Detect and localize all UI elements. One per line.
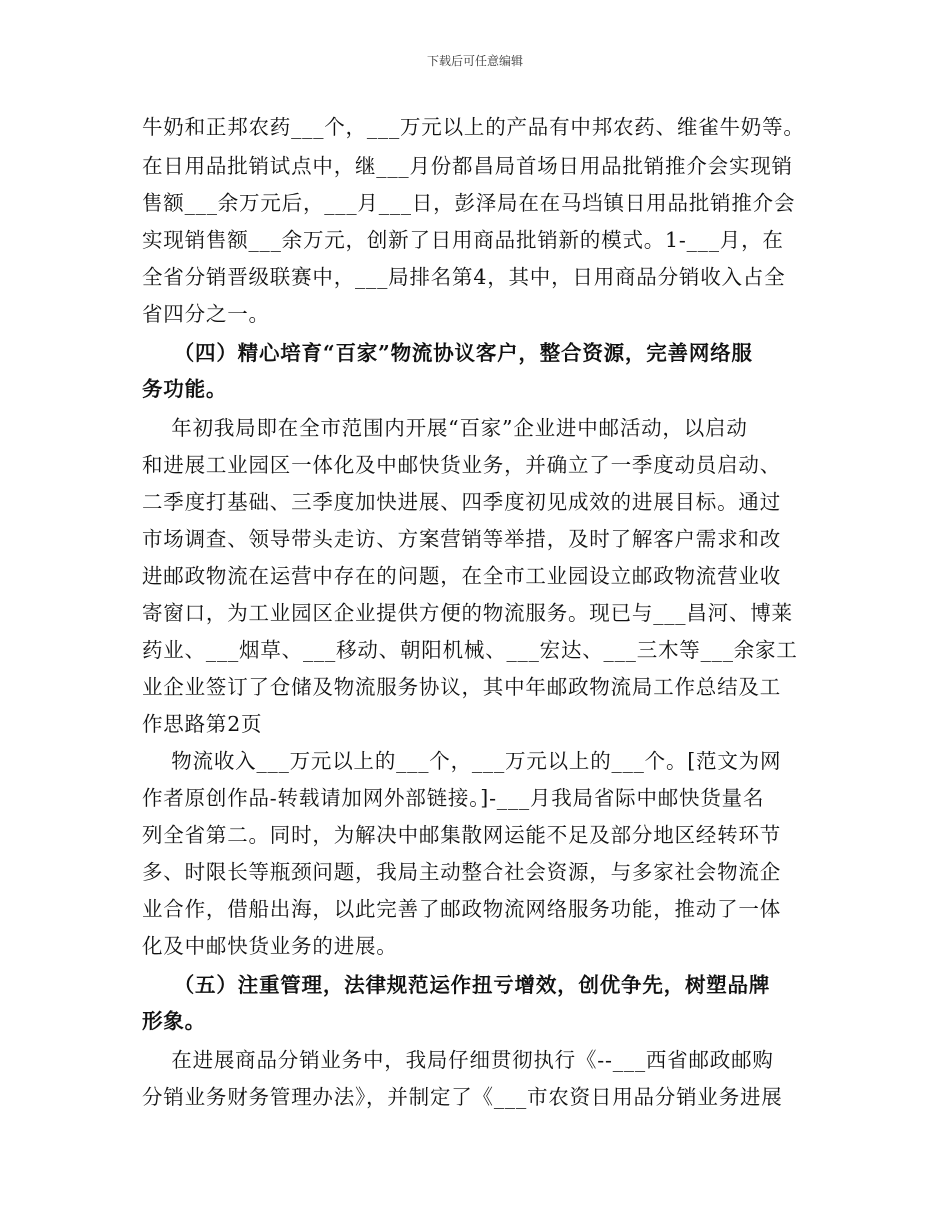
section-heading: （四）精心培育“百家”物流协议客户，整合资源，完善网络服 (142, 341, 753, 365)
body-line: 业合作，借船出海，以此完善了邮政物流网络服务功能，推动了一体 (142, 897, 781, 921)
body-line: 省四分之一。 (142, 302, 270, 326)
body-line: 实现销售额___余万元，创新了日用商品批销新的模式。1-___月，在 (142, 228, 784, 252)
body-line: 和进展工业园区一体化及中邮快货业务，并确立了一季度动员启动、 (142, 453, 781, 477)
section-heading: （五）注重管理，法律规范运作扭亏增效，创优争先，树塑品牌 (142, 973, 771, 997)
body-line: 物流收入___万元以上的___个，___万元以上的___个。[范文为网 (142, 749, 782, 773)
section-heading: 形象。 (142, 1009, 206, 1033)
body-line: 牛奶和正邦农药___个，___万元以上的产品有中邦农药、维雀牛奶等。 (142, 115, 805, 139)
body-line: 进邮政物流在运营中存在的问题，在全市工业园设立邮政物流营业收 (142, 564, 781, 588)
body-line: 化及中邮快货业务的进展。 (142, 934, 398, 958)
body-line: 在进展商品分销业务中，我局仔细贯彻执行《--___西省邮政邮购 (142, 1048, 774, 1072)
body-line: 二季度打基础、三季度加快进展、四季度初见成效的进展目标。通过 (142, 490, 781, 514)
body-line: 分销业务财务管理办法》，并制定了《___市农资日用品分销业务进展 (142, 1085, 783, 1109)
body-line: 业企业签订了仓储及物流服务协议，其中年邮政物流局工作总结及工 (142, 675, 781, 699)
body-line: 年初我局即在全市范围内开展“百家”企业进中邮活动，以启动 (142, 416, 748, 440)
body-line: 药业、___烟草、___移动、朝阳机械、___宏达、___三木等___余家工 (142, 638, 798, 662)
body-line: 列全省第二。同时，为解决中邮集散网运能不足及部分地区经转环节 (142, 823, 781, 847)
body-line: 售额___余万元后，___月___日，彭泽局在在马垱镇日用品批销推介会 (142, 191, 796, 215)
body-line: 寄窗口，为工业园区企业提供方便的物流服务。现已与___昌河、博莱 (142, 601, 793, 625)
body-line: 多、时限长等瓶颈问题，我局主动整合社会资源，与多家社会物流企 (142, 860, 781, 884)
page-header: 下载后可任意编辑 (426, 54, 523, 68)
body-line: 市场调查、领导带头走访、方案营销等举措，及时了解客户需求和改 (142, 527, 781, 551)
section-heading: 务功能。 (142, 377, 228, 401)
body-line: 全省分销晋级联赛中，___局排名第4，其中，日用商品分销收入占全 (142, 265, 786, 289)
body-line: 在日用品批销试点中，继___月份都昌局首场日用品批销推介会实现销 (142, 154, 793, 178)
body-line: 作者原创作品-转载请加网外部链接。]-___月我局省际中邮快货量名 (142, 786, 765, 810)
body-line: 作思路第2页 (142, 712, 263, 736)
